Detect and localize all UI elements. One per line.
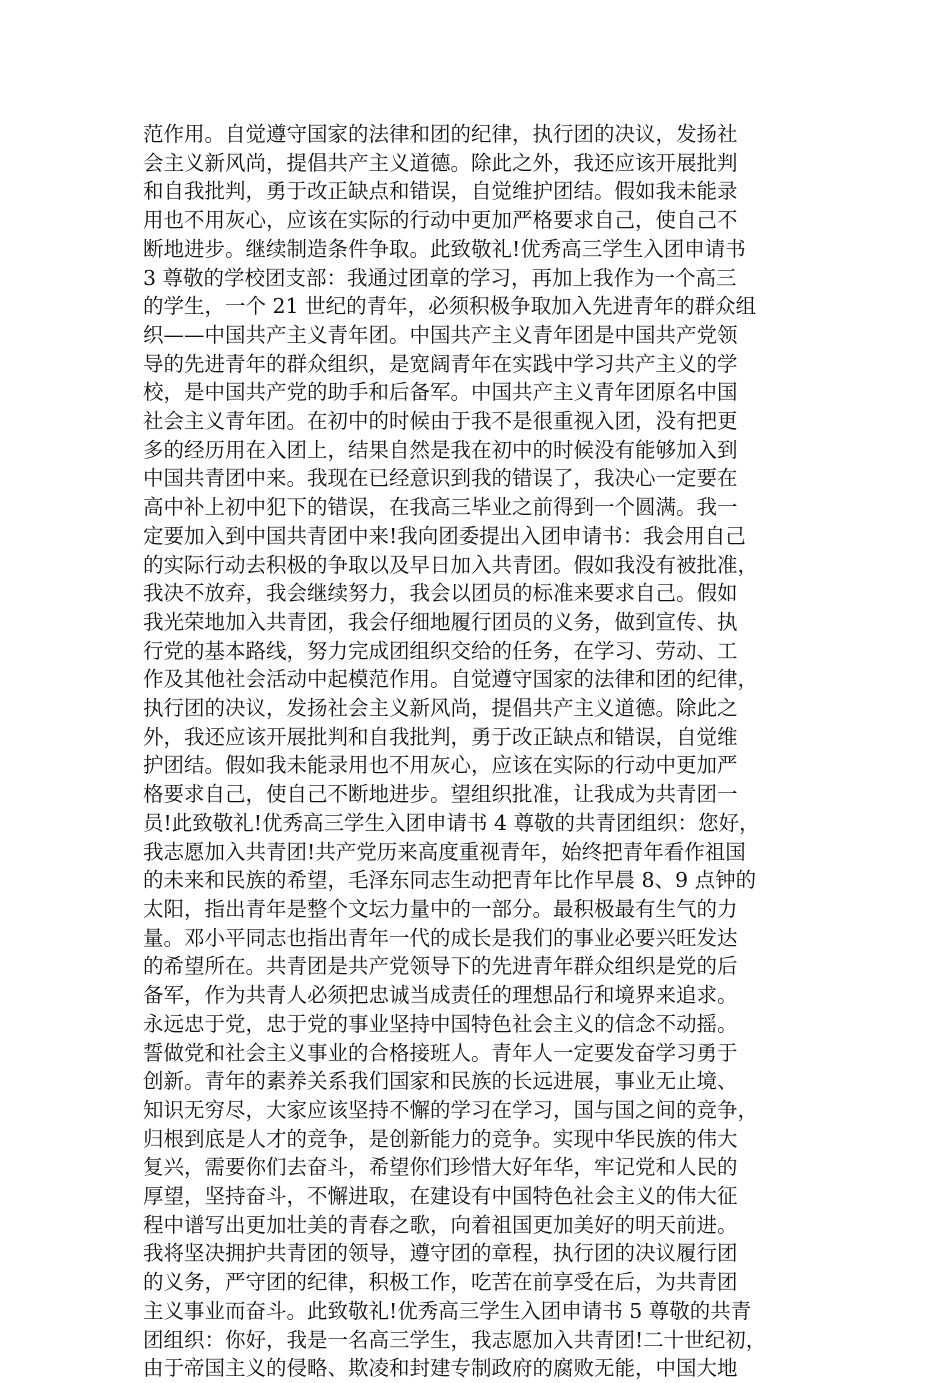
text-line: 社会主义青年团。在初中的时候由于我不是很重视入团，没有把更 (143, 409, 738, 434)
text-line: 行党的基本路线，努力完成团组织交给的任务，在学习、劳动、工 (143, 638, 738, 663)
text-line: 作及其他社会活动中起模范作用。自觉遵守国家的法律和团的纪律， (143, 667, 758, 692)
text-line: 归根到底是人才的竞争，是创新能力的竞争。实现中华民族的伟大 (143, 1126, 738, 1151)
text-line: 复兴，需要你们去奋斗，希望你们珍惜大好年华，牢记党和人民的 (143, 1155, 738, 1180)
text-line: 的义务，严守团的纪律，积极工作，吃苦在前享受在后，为共青团 (143, 1270, 738, 1295)
text-line: 的实际行动去积极的争取以及早日加入共青团。假如我没有被批准， (143, 552, 758, 577)
text-line: 范作用。自觉遵守国家的法律和团的纪律，执行团的决议，发扬社 (143, 122, 738, 146)
text-line: 由于帝国主义的侵略、欺凌和封建专制政府的腐败无能，中国大地 (143, 1356, 738, 1381)
text-line: 我决不放弃，我会继续努力，我会以团员的标准来要求自己。假如 (143, 581, 738, 606)
text-line: 3 尊敬的学校团支部：我通过团章的学习，再加上我作为一个高三 (143, 265, 737, 290)
text-line: 我将坚决拥护共青团的领导，遵守团的章程，执行团的决议履行团 (143, 1241, 738, 1266)
text-line: 的学生，一个 21 世纪的青年，必须积极争取加入先进青年的群众组 (143, 294, 757, 319)
text-line: 永远忠于党，忠于党的事业坚持中国特色社会主义的信念不动摇。 (143, 1011, 738, 1036)
text-line: 会主义新风尚，提倡共产主义道德。除此之外，我还应该开展批判 (143, 150, 738, 175)
text-line: 员!此致敬礼!优秀高三学生入团申请书 4 尊敬的共青团组织：您好， (143, 810, 760, 835)
text-line: 执行团的决议，发扬社会主义新风尚，提倡共产主义道德。除此之 (143, 696, 738, 721)
text-line: 护团结。假如我未能录用也不用灰心，应该在实际的行动中更加严 (143, 753, 738, 778)
text-line: 织——中国共产主义青年团。中国共产主义青年团是中国共产党领 (143, 322, 738, 347)
text-line: 中国共青团中来。我现在已经意识到我的错误了，我决心一定要在 (143, 466, 738, 491)
text-line: 太阳，指出青年是整个文坛力量中的一部分。最积极最有生气的力 (143, 896, 738, 921)
text-line: 和自我批判，勇于改正缺点和错误，自觉维护团结。假如我未能录 (143, 179, 738, 204)
text-line: 团组织：你好，我是一名高三学生，我志愿加入共青团!二十世纪初， (143, 1327, 767, 1352)
text-line: 外，我还应该开展批判和自我批判，勇于改正缺点和错误，自觉维 (143, 724, 738, 749)
text-line: 定要加入到中国共青团中来!我向团委提出入团申请书：我会用自己 (143, 523, 746, 548)
text-line: 程中谱写出更加壮美的青春之歌，向着祖国更加美好的明天前进。 (143, 1212, 738, 1237)
text-line: 高中补上初中犯下的错误，在我高三毕业之前得到一个圆满。我一 (143, 495, 738, 520)
text-line: 我志愿加入共青团!共产党历来高度重视青年，始终把青年看作祖国 (143, 839, 746, 864)
text-line: 知识无穷尽，大家应该坚持不懈的学习在学习，国与国之间的竞争， (143, 1097, 758, 1122)
text-line: 断地进步。继续制造条件争取。此致敬礼!优秀高三学生入团申请书 (143, 236, 746, 261)
text-line: 的希望所在。共青团是共产党领导下的先进青年群众组织是党的后 (143, 954, 738, 979)
text-line: 量。邓小平同志也指出青年一代的成长是我们的事业必要兴旺发达 (143, 925, 738, 950)
text-line: 创新。青年的素养关系我们国家和民族的长远进展，事业无止境、 (143, 1069, 738, 1094)
text-line: 校，是中国共产党的助手和后备军。中国共产主义青年团原名中国 (143, 380, 738, 405)
text-line: 的未来和民族的希望，毛泽东同志生动把青年比作早晨 8、9 点钟的 (143, 868, 757, 893)
text-line: 厚望，坚持奋斗，不懈进取，在建设有中国特色社会主义的伟大征 (143, 1184, 738, 1209)
document-body-text (143, 120, 813, 1383)
text-line: 导的先进青年的群众组织，是宽阔青年在实践中学习共产主义的学 (143, 351, 738, 376)
text-line: 备军，作为共青人必须把忠诚当成责任的理想品行和境界来追求。 (143, 983, 738, 1008)
text-line: 多的经历用在入团上，结果自然是我在初中的时候没有能够加入到 (143, 437, 738, 462)
text-line: 主义事业而奋斗。此致敬礼!优秀高三学生入团申请书 5 尊敬的共青 (143, 1298, 752, 1323)
text-line: 我光荣地加入共青团，我会仔细地履行团员的义务，做到宣传、执 (143, 609, 738, 634)
text-line: 用也不用灰心，应该在实际的行动中更加严格要求自己，使自己不 (143, 208, 738, 233)
text-line: 誓做党和社会主义事业的合格接班人。青年人一定要发奋学习勇于 (143, 1040, 738, 1065)
text-line: 格要求自己，使自己不断地进步。望组织批准，让我成为共青团一 (143, 782, 738, 807)
